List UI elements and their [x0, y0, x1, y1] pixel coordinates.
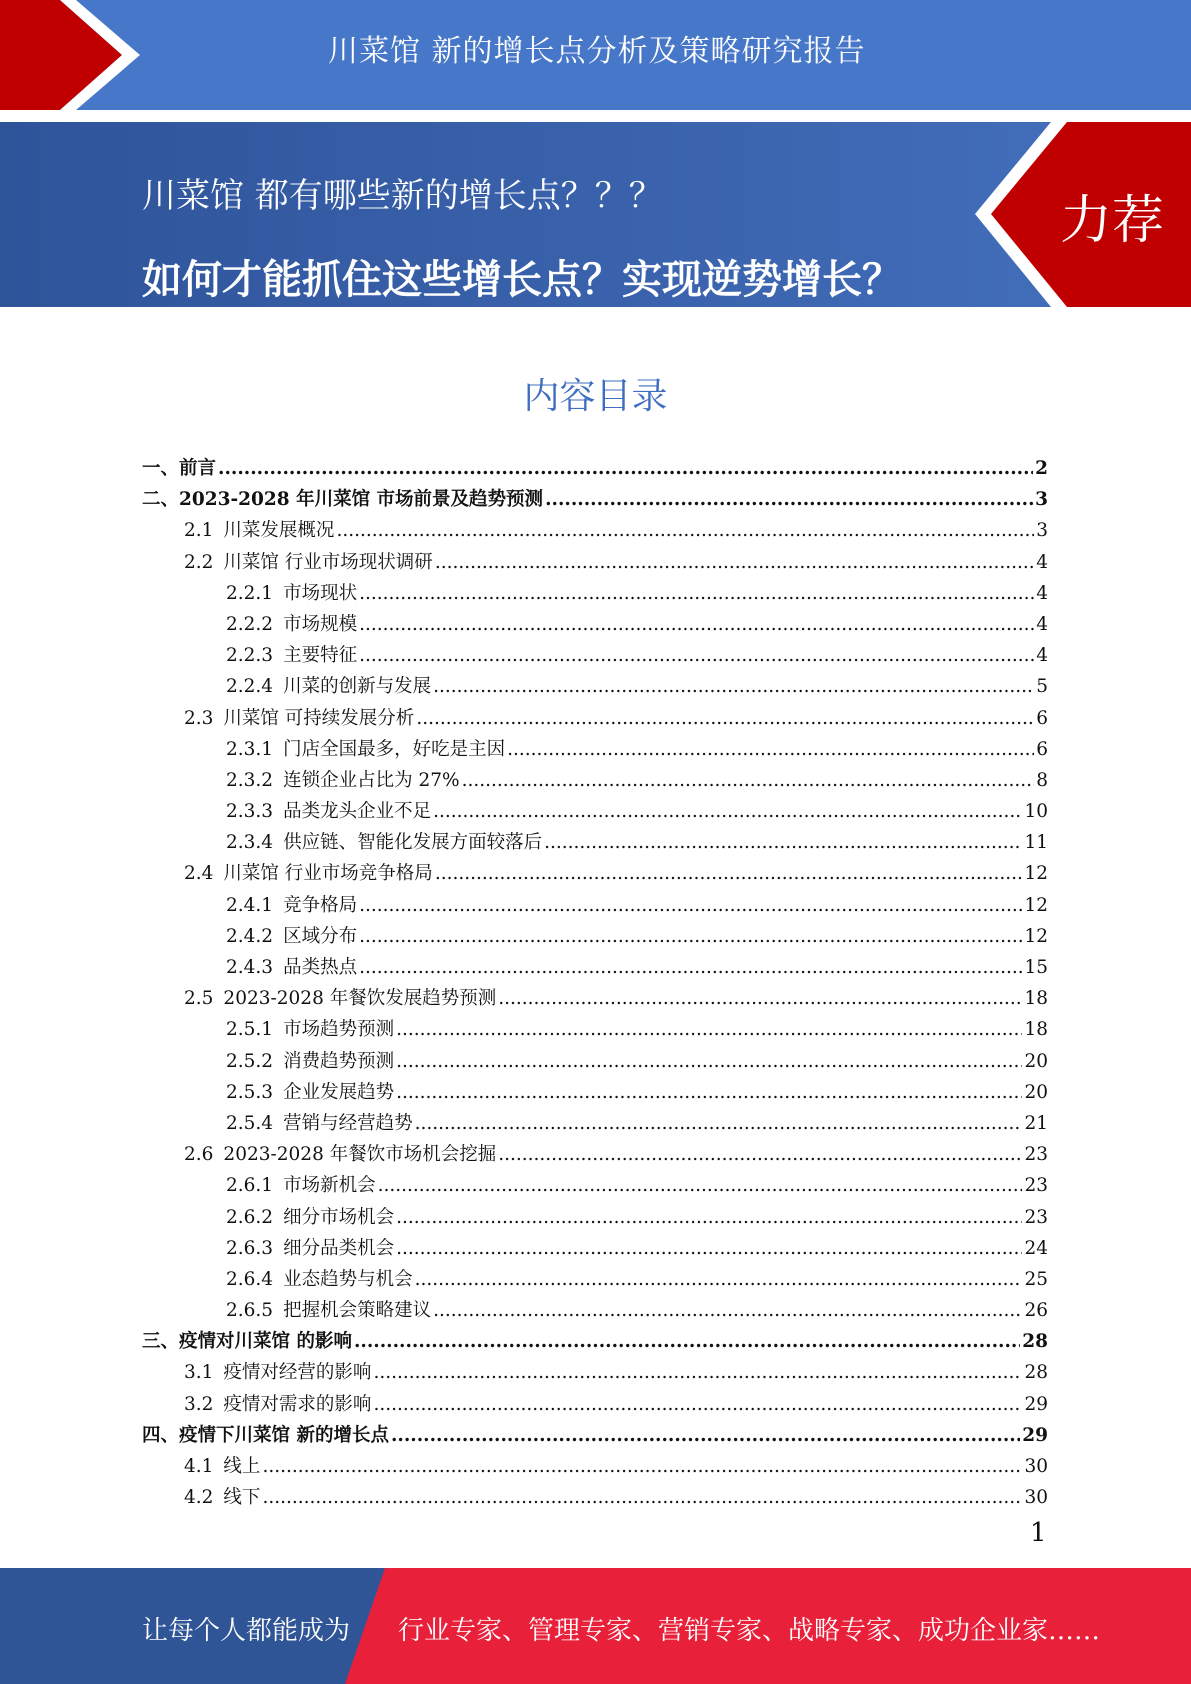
toc-entry-number: 2.3.4 — [226, 832, 274, 854]
recommend-badge-text: 力荐 — [1060, 191, 1165, 251]
toc-leader-dots — [359, 890, 1022, 921]
toc-entry-page: 4 — [1036, 645, 1048, 667]
toc-leader-dots — [415, 1108, 1023, 1139]
toc-leader-dots — [396, 1233, 1022, 1264]
toc-entry-label: 2023-2028 年餐饮市场机会挖掘 — [223, 1144, 497, 1166]
toc-entry[interactable] — [142, 858, 1048, 889]
toc-entry-number: 2.6.2 — [226, 1206, 274, 1228]
toc-entry-number: 2.2.2 — [226, 613, 274, 635]
toc-entry-page: 18 — [1024, 1019, 1048, 1041]
footer-slogan-left: 让每个人都能成为 — [142, 1616, 351, 1646]
toc-leader-dots — [433, 671, 1034, 702]
toc-entry[interactable] — [142, 1108, 1048, 1139]
toc-entry-page: 28 — [1022, 1331, 1048, 1353]
toc-leader-dots — [373, 1357, 1022, 1388]
toc-entry[interactable] — [142, 765, 1048, 796]
toc-leader-dots — [396, 1014, 1022, 1045]
toc-entry-number: 2.5.2 — [226, 1050, 274, 1072]
toc-entry[interactable] — [142, 1046, 1048, 1077]
toc-entry[interactable] — [142, 609, 1048, 640]
toc-entry-label: 营销与经营趋势 — [283, 1112, 413, 1134]
toc-entry[interactable] — [142, 1389, 1048, 1420]
toc-entry[interactable] — [142, 640, 1048, 671]
toc-entry-page: 18 — [1024, 988, 1048, 1010]
toc-entry-label: 市场新机会 — [283, 1175, 376, 1197]
hero-question-2: 如何才能抓住这些增长点？实现逆势增长？ — [142, 257, 902, 303]
toc-entry-label: 市场现状 — [283, 582, 358, 604]
toc-entry-page: 11 — [1024, 832, 1048, 854]
toc-entry-label: 市场趋势预测 — [283, 1019, 395, 1041]
toc-entry-page: 21 — [1024, 1112, 1048, 1134]
toc-leader-dots — [498, 1139, 1022, 1170]
toc-entry-number: 2.4.3 — [226, 957, 274, 978]
toc-entry-page: 12 — [1024, 894, 1048, 916]
toc-entry-label: 连锁企业占比为 27% — [283, 769, 460, 791]
toc-leader-dots — [433, 796, 1022, 827]
report-title: 川菜馆 新的增长点分析及策略研究报告 — [328, 34, 866, 69]
toc-leader-dots — [262, 1451, 1022, 1482]
toc-entry[interactable] — [142, 515, 1048, 546]
toc-entry-number: 3.1 — [184, 1362, 214, 1384]
toc-entry-number: 三、 — [142, 1331, 180, 1353]
toc-leader-dots — [545, 484, 1033, 515]
toc-entry[interactable] — [142, 1451, 1048, 1482]
toc-entry-label: 川菜馆 行业市场竞争格局 — [223, 863, 433, 885]
toc-entry-page: 6 — [1036, 738, 1048, 760]
toc-entry-number: 2.5.4 — [226, 1112, 274, 1134]
toc-entry-number: 2.6 — [184, 1144, 214, 1166]
toc-entry-number: 2.2.1 — [226, 582, 274, 604]
toc-entry-page: 29 — [1022, 1424, 1048, 1446]
toc-entry-label: 线下 — [223, 1487, 261, 1509]
toc-entry[interactable] — [142, 1295, 1048, 1326]
toc-entry-number: 2.6.3 — [226, 1237, 274, 1259]
toc-entry-label: 细分市场机会 — [283, 1206, 395, 1228]
toc-entry-page: 12 — [1024, 925, 1048, 947]
toc-entry-number: 2.3.2 — [226, 769, 274, 791]
toc-leader-dots — [396, 1077, 1022, 1108]
toc-entry-number: 2.4 — [184, 863, 214, 885]
toc-entry-label: 门店全国最多，好吃是主因 — [283, 738, 506, 760]
toc-entry-label: 细分品类机会 — [283, 1237, 395, 1259]
toc-entry-number: 2.3.3 — [226, 801, 274, 823]
top-red-chevron — [0, 0, 150, 110]
toc-entry-page: 12 — [1024, 863, 1048, 885]
toc-entry[interactable] — [142, 453, 1048, 484]
toc-entry-number: 4.1 — [184, 1456, 214, 1477]
toc-entry-number: 2.6.4 — [226, 1268, 274, 1290]
toc-leader-dots — [416, 703, 1034, 734]
toc-entry-label: 疫情对需求的影响 — [223, 1393, 372, 1415]
toc-leader-dots — [433, 1295, 1022, 1326]
toc-entry[interactable] — [142, 1233, 1048, 1264]
toc-entry-label: 疫情对经营的影响 — [223, 1362, 372, 1384]
toc-leader-dots — [373, 1389, 1022, 1420]
toc-entry-label: 区域分布 — [283, 925, 358, 947]
toc-entry-label: 供应链、智能化发展方面较落后 — [283, 832, 543, 854]
toc-entry[interactable] — [142, 1357, 1048, 1388]
toc-entry-label: 川菜的创新与发展 — [283, 676, 432, 698]
footer-slogan-right: 行业专家、管理专家、营销专家、战略专家、成功企业家…… — [398, 1616, 1101, 1646]
toc-entry-label: 前言 — [179, 458, 217, 479]
toc-entry[interactable] — [142, 1077, 1048, 1108]
toc-leader-dots — [354, 1326, 1020, 1357]
toc-entry-number: 二、 — [142, 489, 180, 511]
toc-entry-page: 26 — [1024, 1300, 1048, 1322]
toc-entry[interactable] — [142, 734, 1048, 765]
toc-leader-dots — [435, 858, 1023, 889]
toc-leader-dots — [462, 765, 1035, 796]
toc-entry-label: 主要特征 — [283, 645, 358, 667]
toc-entry[interactable] — [142, 671, 1048, 702]
toc-entry-number: 一、 — [142, 458, 180, 479]
toc-leader-dots — [359, 578, 1034, 609]
toc-entry-label: 品类龙头企业不足 — [283, 801, 432, 823]
toc-leader-dots — [359, 640, 1034, 671]
toc-entry-page: 10 — [1024, 801, 1048, 823]
toc-entry-page: 23 — [1024, 1144, 1048, 1166]
toc-entry-label: 竞争格局 — [283, 894, 358, 916]
toc-entry-label: 川菜馆 行业市场现状调研 — [223, 551, 433, 573]
toc-entry[interactable] — [142, 1202, 1048, 1233]
toc-leader-dots — [336, 515, 1034, 546]
toc-entry-page: 23 — [1024, 1175, 1048, 1197]
toc-entry-label: 企业发展趋势 — [283, 1081, 395, 1103]
toc-entry[interactable] — [142, 1139, 1048, 1170]
toc-entry-page: 4 — [1036, 551, 1048, 573]
toc-entry-page: 4 — [1036, 613, 1048, 635]
toc-entry[interactable] — [142, 1326, 1048, 1357]
toc-entry-label: 线上 — [223, 1456, 261, 1477]
toc-entry-page: 2 — [1035, 458, 1048, 479]
toc-entry-label: 2023-2028 年餐饮发展趋势预测 — [223, 988, 497, 1010]
toc-entry-label: 疫情对川菜馆 的影响 — [179, 1331, 352, 1353]
toc-entry-page: 5 — [1036, 676, 1048, 698]
toc-entry[interactable] — [142, 1264, 1048, 1295]
page-number: 1 — [1030, 1518, 1047, 1548]
toc-leader-dots — [378, 1170, 1023, 1201]
toc-entry[interactable] — [142, 1482, 1048, 1513]
toc-leader-dots — [435, 547, 1034, 578]
toc-entry-page: 30 — [1024, 1487, 1048, 1509]
toc-entry-number: 3.2 — [184, 1393, 214, 1415]
toc-leader-dots — [498, 983, 1022, 1014]
toc-leader-dots — [359, 609, 1034, 640]
toc-entry-page: 30 — [1024, 1456, 1048, 1477]
toc-entry[interactable] — [142, 796, 1048, 827]
toc-entry-number: 2.3 — [184, 707, 214, 729]
toc-leader-dots — [415, 1264, 1023, 1295]
toc-entry-page: 24 — [1024, 1237, 1048, 1259]
toc-entry-page: 20 — [1024, 1081, 1048, 1103]
toc-entry-page: 20 — [1024, 1050, 1048, 1072]
toc-entry-number: 2.4.1 — [226, 894, 274, 916]
toc-entry-page: 6 — [1036, 707, 1048, 729]
toc-entry-label: 市场规模 — [283, 613, 358, 635]
toc-entry-page: 3 — [1035, 489, 1048, 511]
toc-entry-label: 业态趋势与机会 — [283, 1268, 413, 1290]
toc-entry[interactable] — [142, 578, 1048, 609]
toc-entry[interactable] — [142, 1170, 1048, 1201]
toc-entry-number: 2.1 — [184, 520, 214, 542]
toc-entry-label: 把握机会策略建议 — [283, 1300, 432, 1322]
toc-entry-page: 23 — [1024, 1206, 1048, 1228]
hero-question-1: 川菜馆 都有哪些新的增长点？？？ — [142, 176, 663, 216]
toc-entry[interactable] — [142, 547, 1048, 578]
toc-entry-number: 2.5.3 — [226, 1081, 274, 1103]
toc-entry[interactable] — [142, 827, 1048, 858]
toc-entry-page: 25 — [1024, 1268, 1048, 1290]
toc-entry-number: 2.2 — [184, 551, 214, 573]
toc-entry-number: 2.5.1 — [226, 1019, 274, 1041]
toc-entry[interactable] — [142, 484, 1048, 515]
toc-entry-number: 4.2 — [184, 1487, 214, 1509]
toc-leader-dots — [218, 453, 1033, 484]
toc-entry-number: 2.6.5 — [226, 1300, 274, 1322]
toc-entry[interactable] — [142, 952, 1048, 983]
toc-entry-label: 消费趋势预测 — [283, 1050, 395, 1072]
toc-entry[interactable] — [142, 921, 1048, 952]
toc-entry-label: 品类热点 — [283, 957, 358, 978]
toc-entry-label: 川菜发展概况 — [223, 520, 335, 542]
toc-leader-dots — [359, 952, 1022, 983]
toc-entry[interactable] — [142, 1420, 1048, 1451]
toc-leader-dots — [391, 1420, 1020, 1451]
toc-leader-dots — [507, 734, 1034, 765]
toc-entry-label: 疫情下川菜馆 新的增长点 — [179, 1424, 389, 1446]
toc-entry-label: 2023-2028 年川菜馆 市场前景及趋势预测 — [179, 489, 544, 511]
toc-leader-dots — [359, 921, 1022, 952]
toc-entry-number: 2.3.1 — [226, 738, 274, 760]
toc-leader-dots — [544, 827, 1022, 858]
toc-entry-number: 2.6.1 — [226, 1175, 274, 1197]
toc-entry[interactable] — [142, 1014, 1048, 1045]
toc-entry[interactable] — [142, 983, 1048, 1014]
toc-entry[interactable] — [142, 890, 1048, 921]
toc-entry[interactable] — [142, 703, 1048, 734]
toc-entry-page: 4 — [1036, 582, 1048, 604]
toc-leader-dots — [396, 1046, 1022, 1077]
toc-entry-page: 3 — [1036, 520, 1048, 542]
table-of-contents — [142, 453, 1048, 1513]
toc-entry-number: 2.2.4 — [226, 676, 274, 698]
toc-entry-number: 2.2.3 — [226, 645, 274, 667]
toc-entry-page: 29 — [1024, 1393, 1048, 1415]
toc-entry-number: 2.5 — [184, 988, 214, 1010]
toc-entry-label: 川菜馆 可持续发展分析 — [223, 707, 415, 729]
toc-entry-number: 2.4.2 — [226, 925, 274, 947]
toc-entry-page: 15 — [1024, 957, 1048, 978]
toc-entry-number: 四、 — [142, 1424, 180, 1446]
toc-entry-page: 8 — [1036, 769, 1048, 791]
toc-leader-dots — [262, 1482, 1022, 1513]
toc-title: 内容目录 — [523, 376, 668, 417]
toc-entry-page: 28 — [1024, 1362, 1048, 1384]
toc-leader-dots — [396, 1202, 1022, 1233]
